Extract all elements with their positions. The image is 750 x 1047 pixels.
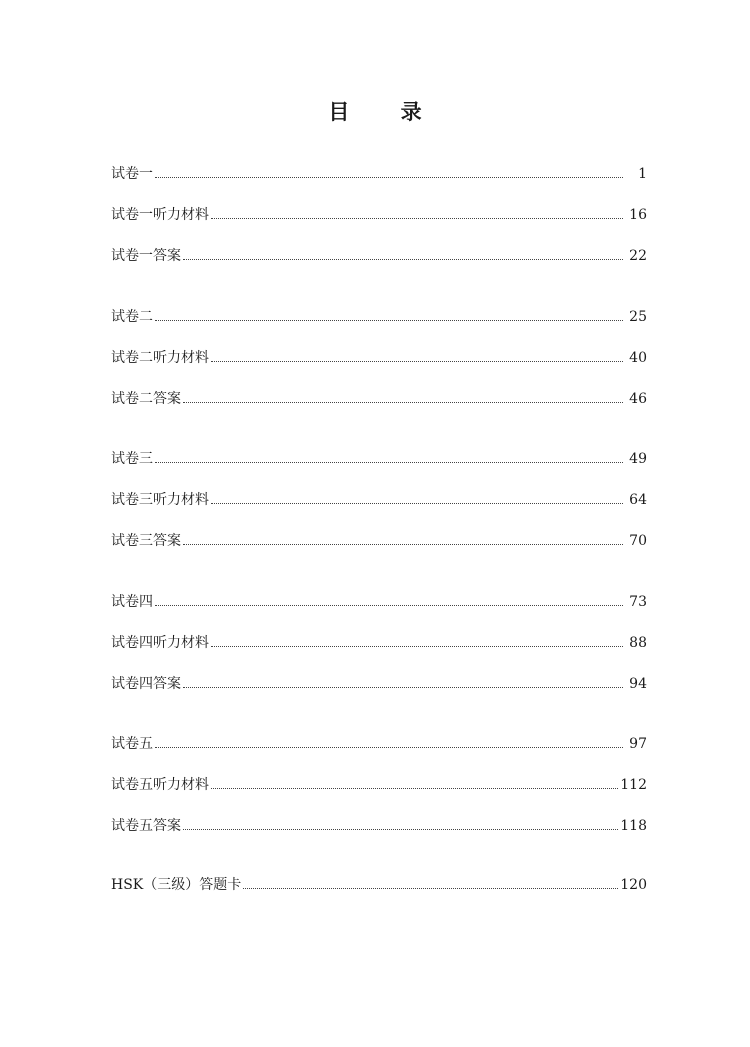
toc-entry[interactable]: [111, 389, 647, 409]
toc-section-paper-4: [111, 592, 647, 694]
dot-leader: [155, 462, 623, 463]
toc-entry-page: 25: [629, 309, 647, 325]
toc-entry[interactable]: [111, 490, 647, 510]
toc-section-answer-sheet: [111, 875, 647, 895]
dot-leader: [183, 687, 623, 688]
toc-entry[interactable]: [111, 633, 647, 653]
dot-leader: [211, 218, 623, 219]
toc-entry-label: 试卷二听力材料: [111, 350, 209, 366]
toc-entry-page: 112: [620, 777, 647, 793]
toc-entry-label: 试卷四: [111, 594, 153, 610]
toc-entry[interactable]: [111, 592, 647, 612]
toc-entry-page: 46: [629, 391, 647, 407]
toc-entry-page: 22: [629, 248, 647, 264]
toc-entry[interactable]: [111, 734, 647, 754]
toc-entry[interactable]: [111, 246, 647, 266]
dot-leader: [183, 259, 623, 260]
toc-entry[interactable]: [111, 875, 647, 895]
toc-entry[interactable]: [111, 775, 647, 795]
toc-entry-label: 试卷四听力材料: [111, 635, 209, 651]
toc-entry-label: 试卷三: [111, 451, 153, 467]
toc-entry-page: 16: [629, 207, 647, 223]
toc-entry-label: 试卷五答案: [111, 818, 181, 834]
toc-entry-label: 试卷二答案: [111, 391, 181, 407]
toc-entry-label: 试卷五听力材料: [111, 777, 209, 793]
toc-entry-label: 试卷四答案: [111, 676, 181, 692]
toc-entry[interactable]: [111, 164, 647, 184]
page-title: 目 录: [328, 100, 444, 124]
dot-leader: [211, 361, 623, 362]
toc-entry-label: 试卷五: [111, 736, 153, 752]
toc-entry-page: 40: [629, 350, 647, 366]
toc-entry-page: 118: [620, 818, 647, 834]
toc-entry-label: 试卷一答案: [111, 248, 181, 264]
dot-leader: [211, 788, 618, 789]
toc-entry-page: 1: [638, 166, 647, 182]
toc-entry-page: 70: [629, 533, 647, 549]
dot-leader: [211, 646, 623, 647]
toc-entry[interactable]: [111, 307, 647, 327]
toc-entry-label: 试卷三答案: [111, 533, 181, 549]
toc-entry[interactable]: [111, 816, 647, 836]
toc-entry-page: 120: [620, 877, 647, 893]
toc-entry-label: HSK（三级）答题卡: [111, 877, 242, 893]
dot-leader: [155, 320, 623, 321]
toc-entry-page: 73: [629, 594, 647, 610]
dot-leader: [183, 402, 623, 403]
dot-leader: [243, 888, 618, 889]
toc-entry-page: 49: [629, 451, 647, 467]
toc-section-paper-5: [111, 734, 647, 836]
dot-leader: [155, 747, 623, 748]
dot-leader: [183, 544, 623, 545]
dot-leader: [155, 177, 623, 178]
toc-entry-label: 试卷三听力材料: [111, 492, 209, 508]
toc-entry[interactable]: [111, 449, 647, 469]
dot-leader: [183, 829, 618, 830]
toc-entry[interactable]: [111, 348, 647, 368]
dot-leader: [155, 605, 623, 606]
toc-entry-label: 试卷二: [111, 309, 153, 325]
toc-entry[interactable]: [111, 531, 647, 551]
toc-entry-page: 94: [629, 676, 647, 692]
toc-entry-page: 88: [629, 635, 647, 651]
toc-entry-label: 试卷一听力材料: [111, 207, 209, 223]
toc-entry-label: 试卷一: [111, 166, 153, 182]
dot-leader: [211, 503, 623, 504]
toc-section-paper-3: [111, 449, 647, 551]
toc-entry[interactable]: [111, 205, 647, 225]
toc-entry-page: 64: [629, 492, 647, 508]
toc-entry-page: 97: [629, 736, 647, 752]
toc-section-paper-2: [111, 307, 647, 409]
toc-section-paper-1: [111, 164, 647, 266]
toc-entry[interactable]: [111, 674, 647, 694]
